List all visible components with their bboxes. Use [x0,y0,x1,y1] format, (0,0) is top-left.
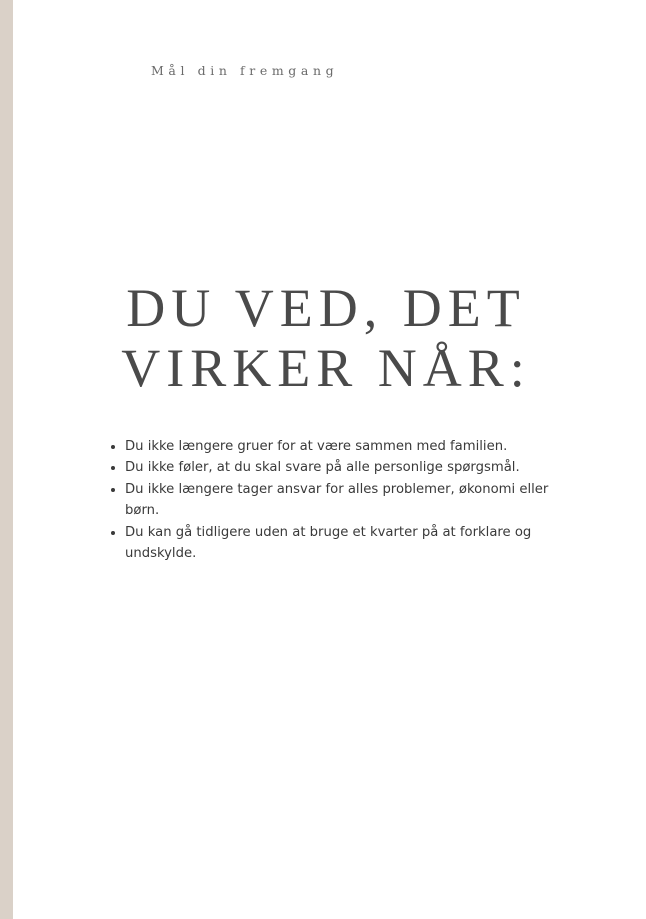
eyebrow-label: Mål din fremgang [151,63,339,78]
list-item: • Du ikke længere gruer for at være sammen med familien. [125,436,565,457]
list-item: • Du kan gå tidligere uden at bruge et kvarter på at forklare og undskylde. [125,522,565,565]
list-item: • Du ikke føler, at du skal svare på alle personlige spørgsmål. [125,457,565,478]
side-accent-bar [0,0,13,919]
list-item: • Du ikke længere tager ansvar for alles problemer, økonomi eller børn. [125,479,565,522]
criteria-list [108,436,565,564]
heading-line-2: VIRKER NÅR: [121,338,531,398]
heading-line-1: DU VED, DET [126,278,526,338]
page-heading [0,278,646,398]
